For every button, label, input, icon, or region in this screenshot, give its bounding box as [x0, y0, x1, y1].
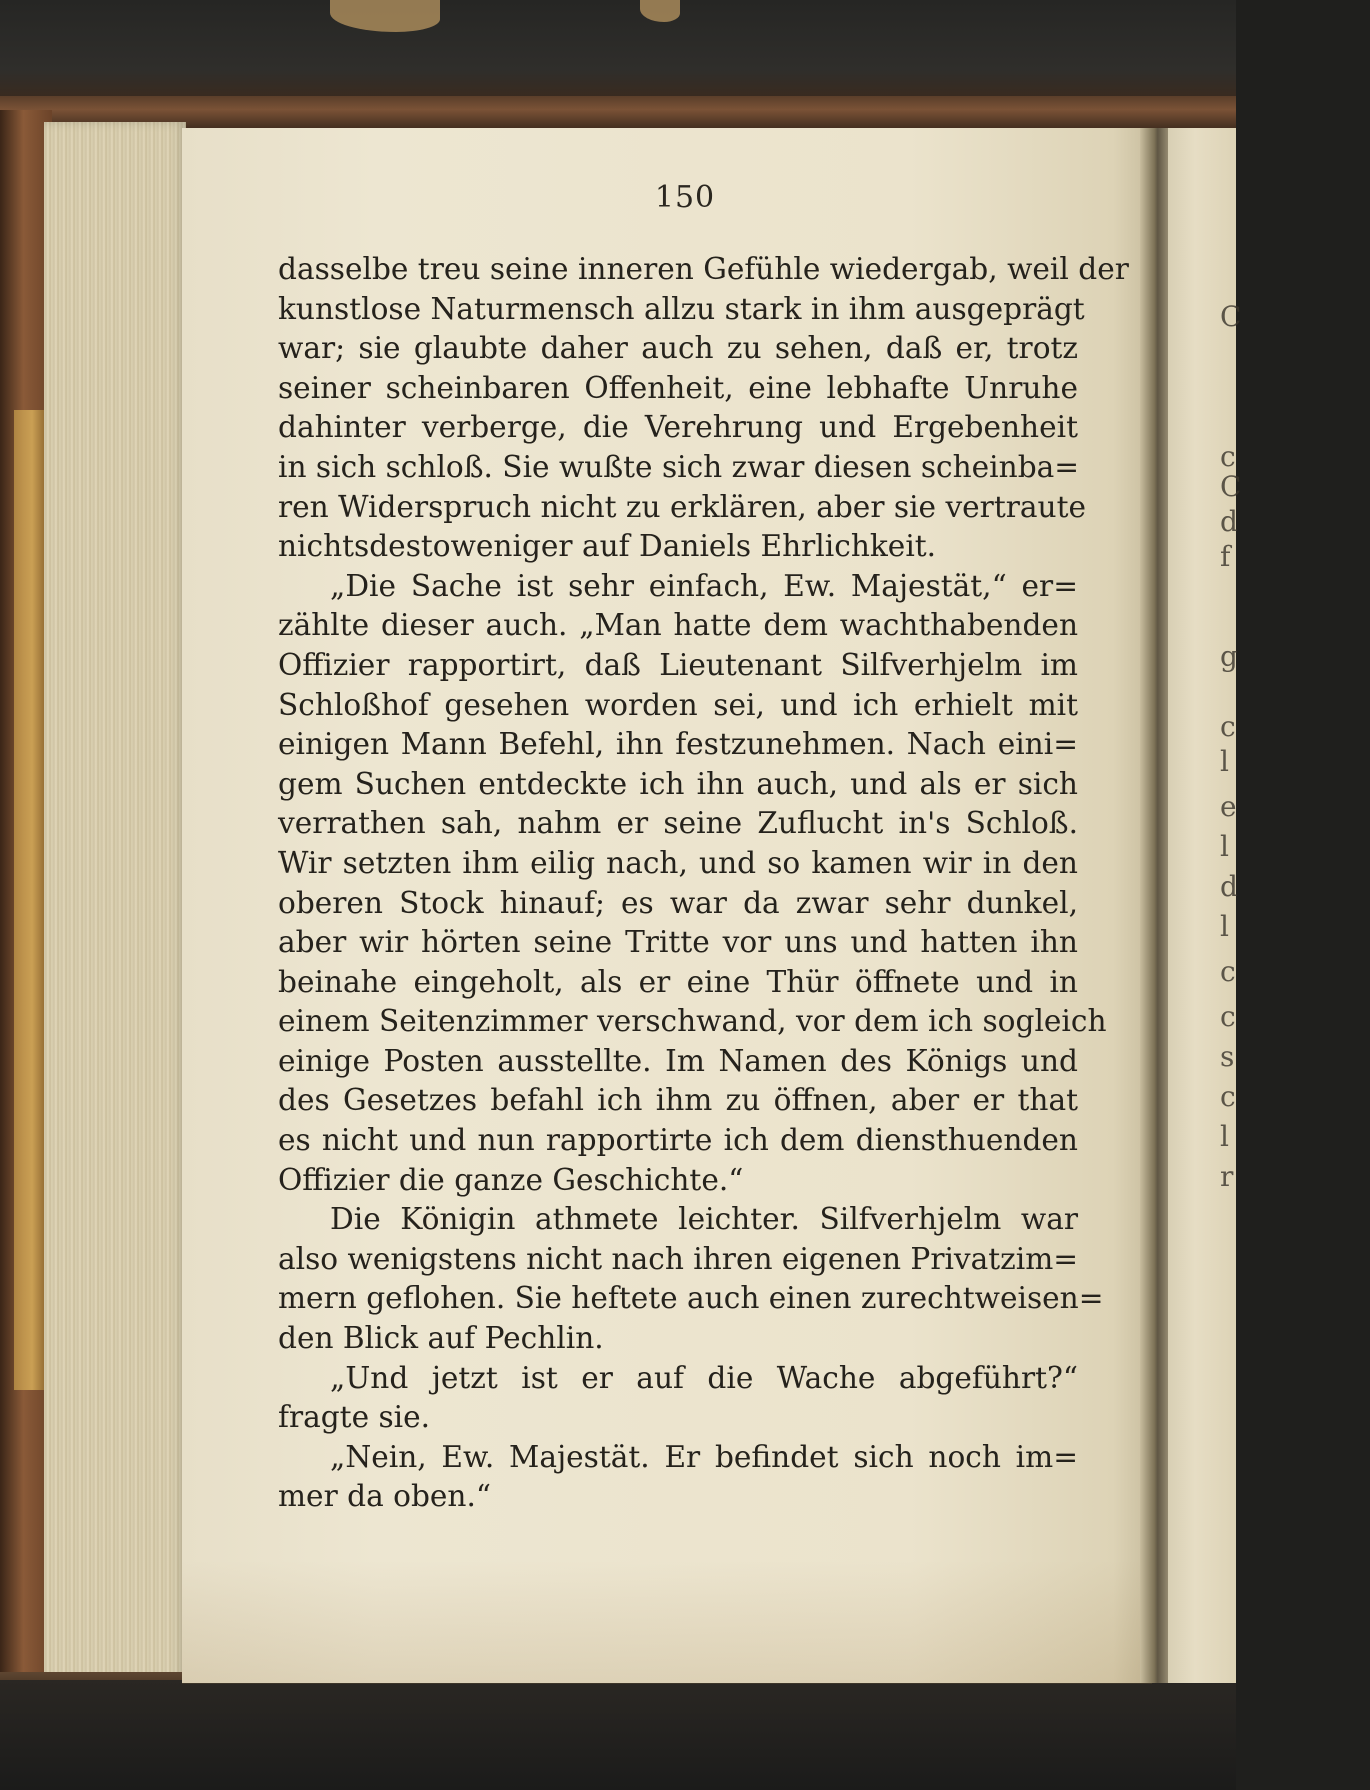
text-line: „Die Sache ist sehr einfach, Ew. Majestät,“ er=	[330, 568, 1078, 603]
facing-page-glyph: l	[1220, 910, 1229, 943]
facing-page-glyph: c	[1220, 440, 1236, 473]
facing-page-glyph: C	[1220, 470, 1242, 503]
text-line: in sich schloß. Sie wußte sich zwar diesen scheinba=	[278, 449, 1080, 484]
text-line: es nicht und nun rapportirte ich dem diensthuenden	[278, 1123, 1078, 1158]
text-line: Offizier die ganze Geschichte.“	[278, 1162, 744, 1197]
text-line: kunstlose Naturmensch allzu stark in ihm ausgeprägt	[278, 291, 1085, 326]
text-line: Wir setzten ihm eilig nach, und so kamen wir in den	[278, 845, 1078, 880]
text-line: nichtsdestoweniger auf Daniels Ehrlichkeit.	[278, 529, 937, 564]
text-line: „Und jetzt ist er auf die Wache abgeführt?“	[330, 1360, 1078, 1395]
text-line: oberen Stock hinauf; es war da zwar sehr dunkel,	[278, 885, 1078, 920]
text-line: verrathen sah, nahm er seine Zuflucht in's Schloß.	[278, 806, 1078, 841]
facing-page-glyph: e	[1220, 790, 1237, 823]
text-line: Offizier rapportirt, daß Lieutenant Silfverhjelm im	[278, 647, 1078, 682]
facing-page-glyph: c	[1220, 1000, 1236, 1033]
text-line: einem Seitenzimmer verschwand, vor dem ich sogleich	[278, 1004, 1107, 1039]
text-line: seiner scheinbaren Offenheit, eine lebhafte Unruhe	[278, 370, 1078, 405]
text-line: einigen Mann Befehl, ihn festzunehmen. Nach eini=	[278, 727, 1078, 762]
text-line: ren Widerspruch nicht zu erklären, aber sie vertraute	[278, 489, 1086, 524]
text-line: war; sie glaubte daher auch zu sehen, daß er, trotz	[278, 331, 1078, 366]
text-line: dasselbe treu seine inneren Gefühle wiedergab, weil der	[278, 252, 1129, 286]
facing-page-glyph: c	[1220, 955, 1236, 988]
facing-page-glyph: l	[1220, 830, 1229, 863]
cover-top	[0, 0, 1236, 100]
text-line: gem Suchen entdeckte ich ihn auch, und als er sich	[278, 766, 1078, 801]
text-line: mer da oben.“	[278, 1479, 491, 1514]
page-text	[278, 250, 1129, 1517]
text-line: Die Königin athmete leichter. Silfverhjelm war	[330, 1202, 1078, 1237]
binding-left-inner	[14, 410, 44, 1390]
text-line: mern geflohen. Sie heftete auch einen zurechtweisen=	[278, 1281, 1104, 1316]
text-line: „Nein, Ew. Majestät. Er befindet sich noch im=	[330, 1439, 1078, 1474]
facing-page-glyph: f	[1220, 540, 1231, 573]
text-line: des Gesetzes befahl ich ihm zu öffnen, aber er that	[278, 1083, 1078, 1118]
text-line: den Blick auf Pechlin.	[278, 1321, 604, 1356]
facing-page-glyph: s	[1220, 1040, 1235, 1073]
facing-page-glyph: g	[1220, 640, 1238, 673]
facing-page-glyph: d	[1220, 870, 1238, 903]
text-line: aber wir hörten seine Tritte vor uns und hatten ihn	[278, 925, 1078, 960]
facing-page-glyph: d	[1220, 505, 1238, 538]
page-number: 150	[654, 180, 716, 215]
text-line: einige Posten ausstellte. Im Namen des Königs und	[278, 1043, 1078, 1078]
facing-page-glyph: l	[1220, 1120, 1229, 1153]
facing-page-glyph: r	[1220, 1160, 1234, 1193]
facing-page-glyph: C	[1220, 300, 1242, 333]
facing-page-glyph: l	[1220, 745, 1229, 778]
cover-bottom	[0, 1680, 1236, 1790]
facing-page	[1168, 128, 1242, 1683]
facing-page-glyph: c	[1220, 1080, 1236, 1113]
text-line: fragte sie.	[278, 1400, 431, 1435]
text-line: dahinter verberge, die Verehrung und Ergebenheit	[278, 410, 1078, 445]
page-stack	[44, 122, 186, 1682]
text-line: zählte dieser auch. „Man hatte dem wachthabenden	[278, 608, 1078, 643]
facing-page-glyph: c	[1220, 710, 1236, 743]
page-foxing	[182, 1560, 1152, 1684]
text-line: Schloßhof gesehen worden sei, und ich erhielt mit	[278, 687, 1078, 722]
text-line: also wenigstens nicht nach ihren eigenen Privatzim=	[278, 1241, 1079, 1276]
text-line: beinahe eingeholt, als er eine Thür öffnete und in	[278, 964, 1078, 999]
